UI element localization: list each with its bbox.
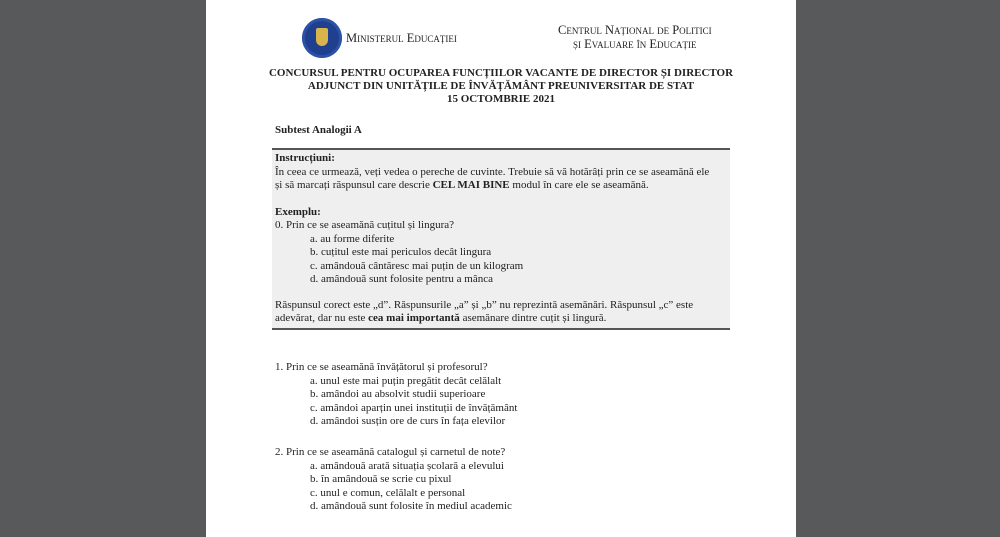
instructions-line2: și să marcați răspunsul care descrie CEL MAI BINE modul în care ele se aseamănă.	[275, 179, 649, 191]
subtest-heading: Subtest Analogii A	[275, 124, 362, 136]
example-heading: Exemplu:	[275, 206, 321, 218]
document-page	[206, 0, 796, 537]
question-1-option: d. amândoi susțin ore de curs în fața elevilor	[310, 415, 506, 427]
example-option: d. amândouă sunt folosite pentru a mânca	[310, 273, 493, 285]
instructions-line1: În ceea ce urmează, veți vedea o pereche de cuvinte. Trebuie să vă hotărâți prin ce se aseamănă ele	[275, 166, 710, 178]
example-option: c. amândouă cântăresc mai puțin de un kilogram	[310, 260, 524, 272]
example-question: 0. Prin ce se aseamănă cuțitul și lingura?	[275, 219, 454, 231]
question-2-option: a. amândouă arată situația școlară a elevului	[310, 460, 504, 472]
question-2-option: c. unul e comun, celălalt e personal	[310, 487, 466, 499]
question-1-option: a. unul este mai puțin pregătit decât celălalt	[310, 375, 502, 387]
ministry-logo	[302, 18, 342, 58]
ministry-name: Ministerul Educației	[346, 31, 457, 45]
instructions-heading: Instrucțiuni:	[275, 152, 335, 164]
doc-title-line1: CONCURSUL PENTRU OCUPAREA FUNCȚIILOR VACANTE DE DIRECTOR ȘI DIRECTOR	[268, 67, 734, 79]
question-2-option: d. amândouă sunt folosite în mediul academic	[310, 500, 512, 512]
doc-title-line2: ADJUNCT DIN UNITĂȚILE DE ÎNVĂȚĂMÂNT PREUNIVERSITAR DE STAT	[307, 80, 695, 92]
question-1-option: b. amândoi au absolvit studii superioare	[310, 388, 486, 400]
question-1-option: c. amândoi aparțin unei instituții de învățământ	[310, 402, 518, 414]
question-1: 1. Prin ce se aseamănă învățătorul și profesorul?	[275, 361, 488, 373]
doc-title-date: 15 OCTOMBRIE 2021	[447, 93, 555, 105]
example-answer-line2: adevărat, dar nu este cea mai importantă asemănare dintre cuțit și lingură.	[275, 312, 607, 324]
example-option: a. au forme diferite	[310, 233, 395, 245]
question-2: 2. Prin ce se aseamănă catalogul și carnetul de note?	[275, 446, 506, 458]
center-name-line2: și Evaluare în Educație	[573, 37, 697, 51]
question-2-option: b. în amândouă se scrie cu pixul	[310, 473, 452, 485]
example-answer-line1: Răspunsul corect este „d”. Răspunsurile „a” și „b” nu reprezintă asemănări. Răspunsul „c” este	[275, 299, 694, 311]
center-name-line1: Centrul Național de Politici	[558, 23, 712, 37]
example-option: b. cuțitul este mai periculos decât lingura	[310, 246, 492, 258]
